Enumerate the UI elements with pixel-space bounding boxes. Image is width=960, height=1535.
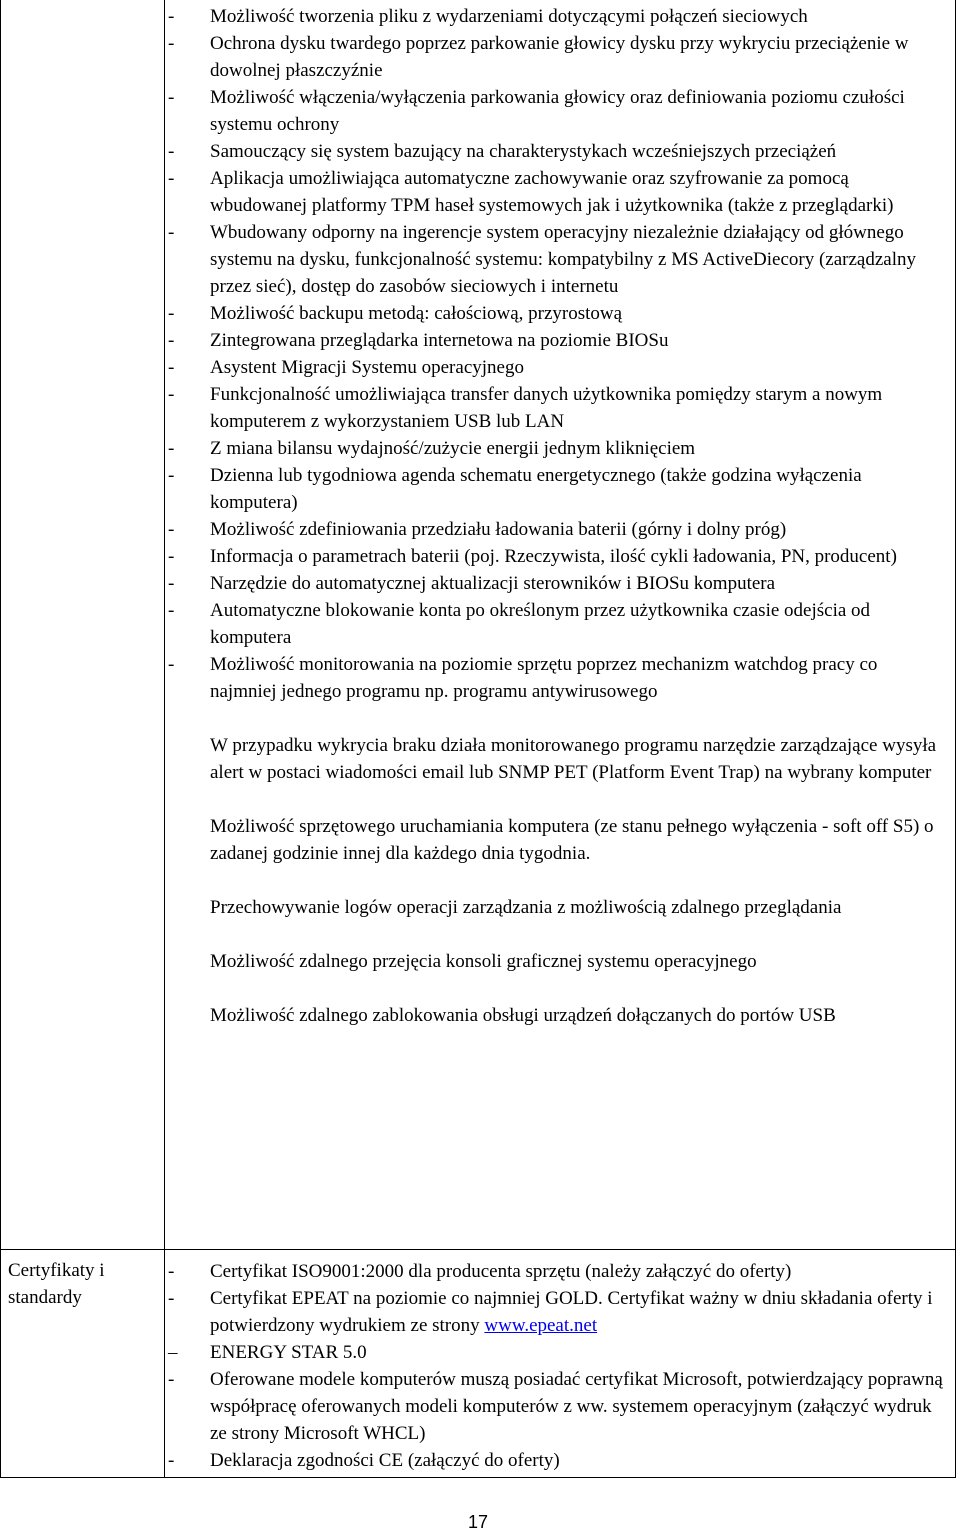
paragraph: Przechowywanie logów operacji zarządzania z możliwością zdalnego przeglądania (210, 897, 842, 918)
list-item-text: Możliwość tworzenia pliku z wydarzeniami dotyczącymi połączeń sieciowych (210, 6, 808, 27)
row2-content (168, 1258, 948, 1474)
list-item-text: Narzędzie do automatycznej aktualizacji sterowników i BIOSu komputera (210, 573, 776, 594)
list-item (168, 1258, 948, 1285)
list-item (168, 30, 948, 84)
bullet-dash: - (168, 303, 175, 324)
list-item-text: Deklaracja zgodności CE (załączyć do oferty) (210, 1450, 560, 1471)
bullet-dash: - (168, 1288, 175, 1309)
list-item (168, 435, 948, 462)
list-item (168, 1285, 948, 1339)
list-item (168, 1447, 948, 1474)
table-right-border (955, 0, 956, 1478)
list-item (168, 3, 948, 30)
list-item-text: Możliwość włączenia/wyłączenia parkowania głowicy oraz definiowania poziomu czułości systemu ochrony (210, 87, 905, 135)
bullet-dash: - (168, 33, 175, 54)
list-item-text: Możliwość zdefiniowania przedziału ładowania baterii (górny i dolny próg) (210, 519, 787, 540)
list-item (168, 597, 948, 651)
list-item-text: Dzienna lub tygodniowa agenda schematu energetycznego (także godzina wyłączenia komputera) (210, 465, 862, 513)
bullet-dash: - (168, 87, 175, 108)
row-divider (0, 1249, 956, 1250)
bullet-dash: - (168, 465, 175, 486)
table-column-divider (164, 0, 165, 1478)
list-item (168, 381, 948, 435)
bullet-dash: - (168, 357, 175, 378)
bullet-dash: - (168, 330, 175, 351)
bullet-dash: - (168, 654, 175, 675)
bullet-dash: - (168, 1450, 175, 1471)
list-item-text: Automatyczne blokowanie konta po określonym przez użytkownika czasie odejścia od komputera (210, 600, 871, 648)
bullet-dash: - (168, 519, 175, 540)
bullet-dash: - (168, 168, 175, 189)
list-item-text: Zintegrowana przeglądarka internetowa na poziomie BIOSu (210, 330, 669, 351)
list-item-text: Aplikacja umożliwiająca automatyczne zachowywanie oraz szyfrowanie za pomocą wbudowanej platformy TPM haseł systemowych jak i użytkownika (także z przeglądarki) (210, 168, 894, 216)
paragraph: Możliwość sprzętowego uruchamiania komputera (ze stanu pełnego wyłączenia - soft off S5) o zadanej godzinie innej dla każdego dnia tygodnia. (210, 816, 934, 864)
list-item (168, 327, 948, 354)
table-left-border (0, 0, 1, 1478)
bullet-dash: - (168, 141, 175, 162)
list-item (168, 1366, 948, 1447)
paragraph: Możliwość zdalnego zablokowania obsługi urządzeń dołączanych do portów USB (210, 1005, 836, 1026)
epeat-link[interactable]: www.epeat.net (484, 1315, 598, 1336)
list-item (168, 1339, 948, 1366)
list-item-text: Certyfikat EPEAT na poziomie co najmniej GOLD. Certyfikat ważny w dniu składania oferty i potwierdzony wydrukiem ze strony (210, 1288, 933, 1336)
row-label: Certyfikaty i standardy (8, 1260, 105, 1308)
list-item-text: Możliwość backupu metodą: całościową, przyrostową (210, 303, 623, 324)
paragraph: W przypadku wykrycia braku działa monitorowanego programu narzędzie zarządzające wysyła alert w postaci wiadomości email lub SNMP PET (Platform Event Trap) na wybrany komputer (210, 735, 937, 783)
list-item (168, 354, 948, 381)
bullet-dash: - (168, 384, 175, 405)
list-item-text: Możliwość monitorowania na poziomie sprzętu poprzez mechanizm watchdog pracy co najmniej jednego programu np. programu antywirusowego (210, 654, 878, 702)
list-item (168, 219, 948, 300)
list-item-text: Wbudowany odporny na ingerencje system operacyjny niezależnie działający od głównego systemu na dysku, funkcjonalność systemu: kompatybilny z MS ActiveDiecory (zarządzalny przez sieć), dostęp do zasobów sieciowych i internetu (210, 222, 917, 297)
list-item-text: Certyfikat ISO9001:2000 dla producenta sprzętu (należy załączyć do oferty) (210, 1261, 792, 1282)
table-bottom-border (0, 1477, 956, 1478)
list-item (168, 570, 948, 597)
bullet-dash: - (168, 573, 175, 594)
bullet-dash: - (168, 546, 175, 567)
list-item-text: Oferowane modele komputerów muszą posiadać certyfikat Microsoft, potwierdzający poprawną współpracę oferowanych modeli komputerów z ww. systemem operacyjnym (załączyć wydruk ze strony Microsoft WHCL) (210, 1369, 943, 1444)
page-number: 17 (467, 1512, 489, 1532)
list-item-text: Funkcjonalność umożliwiająca transfer danych użytkownika pomiędzy starym a nowym komputerem z wykorzystaniem USB lub LAN (210, 384, 883, 432)
list-item-text: Asystent Migracji Systemu operacyjnego (210, 357, 524, 378)
bullet-dash: - (168, 1261, 175, 1282)
bullet-dash: - (168, 6, 175, 27)
bullet-dash: - (168, 222, 175, 243)
list-item (168, 300, 948, 327)
list-item (168, 651, 948, 705)
row1-content (168, 3, 948, 1029)
list-item-text: Informacja o parametrach baterii (poj. Rzeczywista, ilość cykli ładowania, PN, producent) (210, 546, 897, 567)
list-item-text: Samouczący się system bazujący na charakterystykach wcześniejszych przeciążeń (210, 141, 837, 162)
list-item (168, 462, 948, 516)
list-item (168, 543, 948, 570)
list-item-text: Z miana bilansu wydajność/zużycie energii jednym kliknięciem (210, 438, 696, 459)
list-item (168, 165, 948, 219)
paragraph: Możliwość zdalnego przejęcia konsoli graficznej systemu operacyjnego (210, 951, 757, 972)
list-item (168, 138, 948, 165)
bullet-dash: - (168, 1369, 175, 1390)
bullet-dash: – (168, 1342, 178, 1363)
list-item (168, 516, 948, 543)
list-item-text: Ochrona dysku twardego poprzez parkowanie głowicy dysku przy wykryciu przeciążenie w dowolnej płaszczyźnie (210, 33, 909, 81)
list-item (168, 84, 948, 138)
bullet-dash: - (168, 438, 175, 459)
list-item-text: ENERGY STAR 5.0 (210, 1342, 367, 1363)
bullet-dash: - (168, 600, 175, 621)
